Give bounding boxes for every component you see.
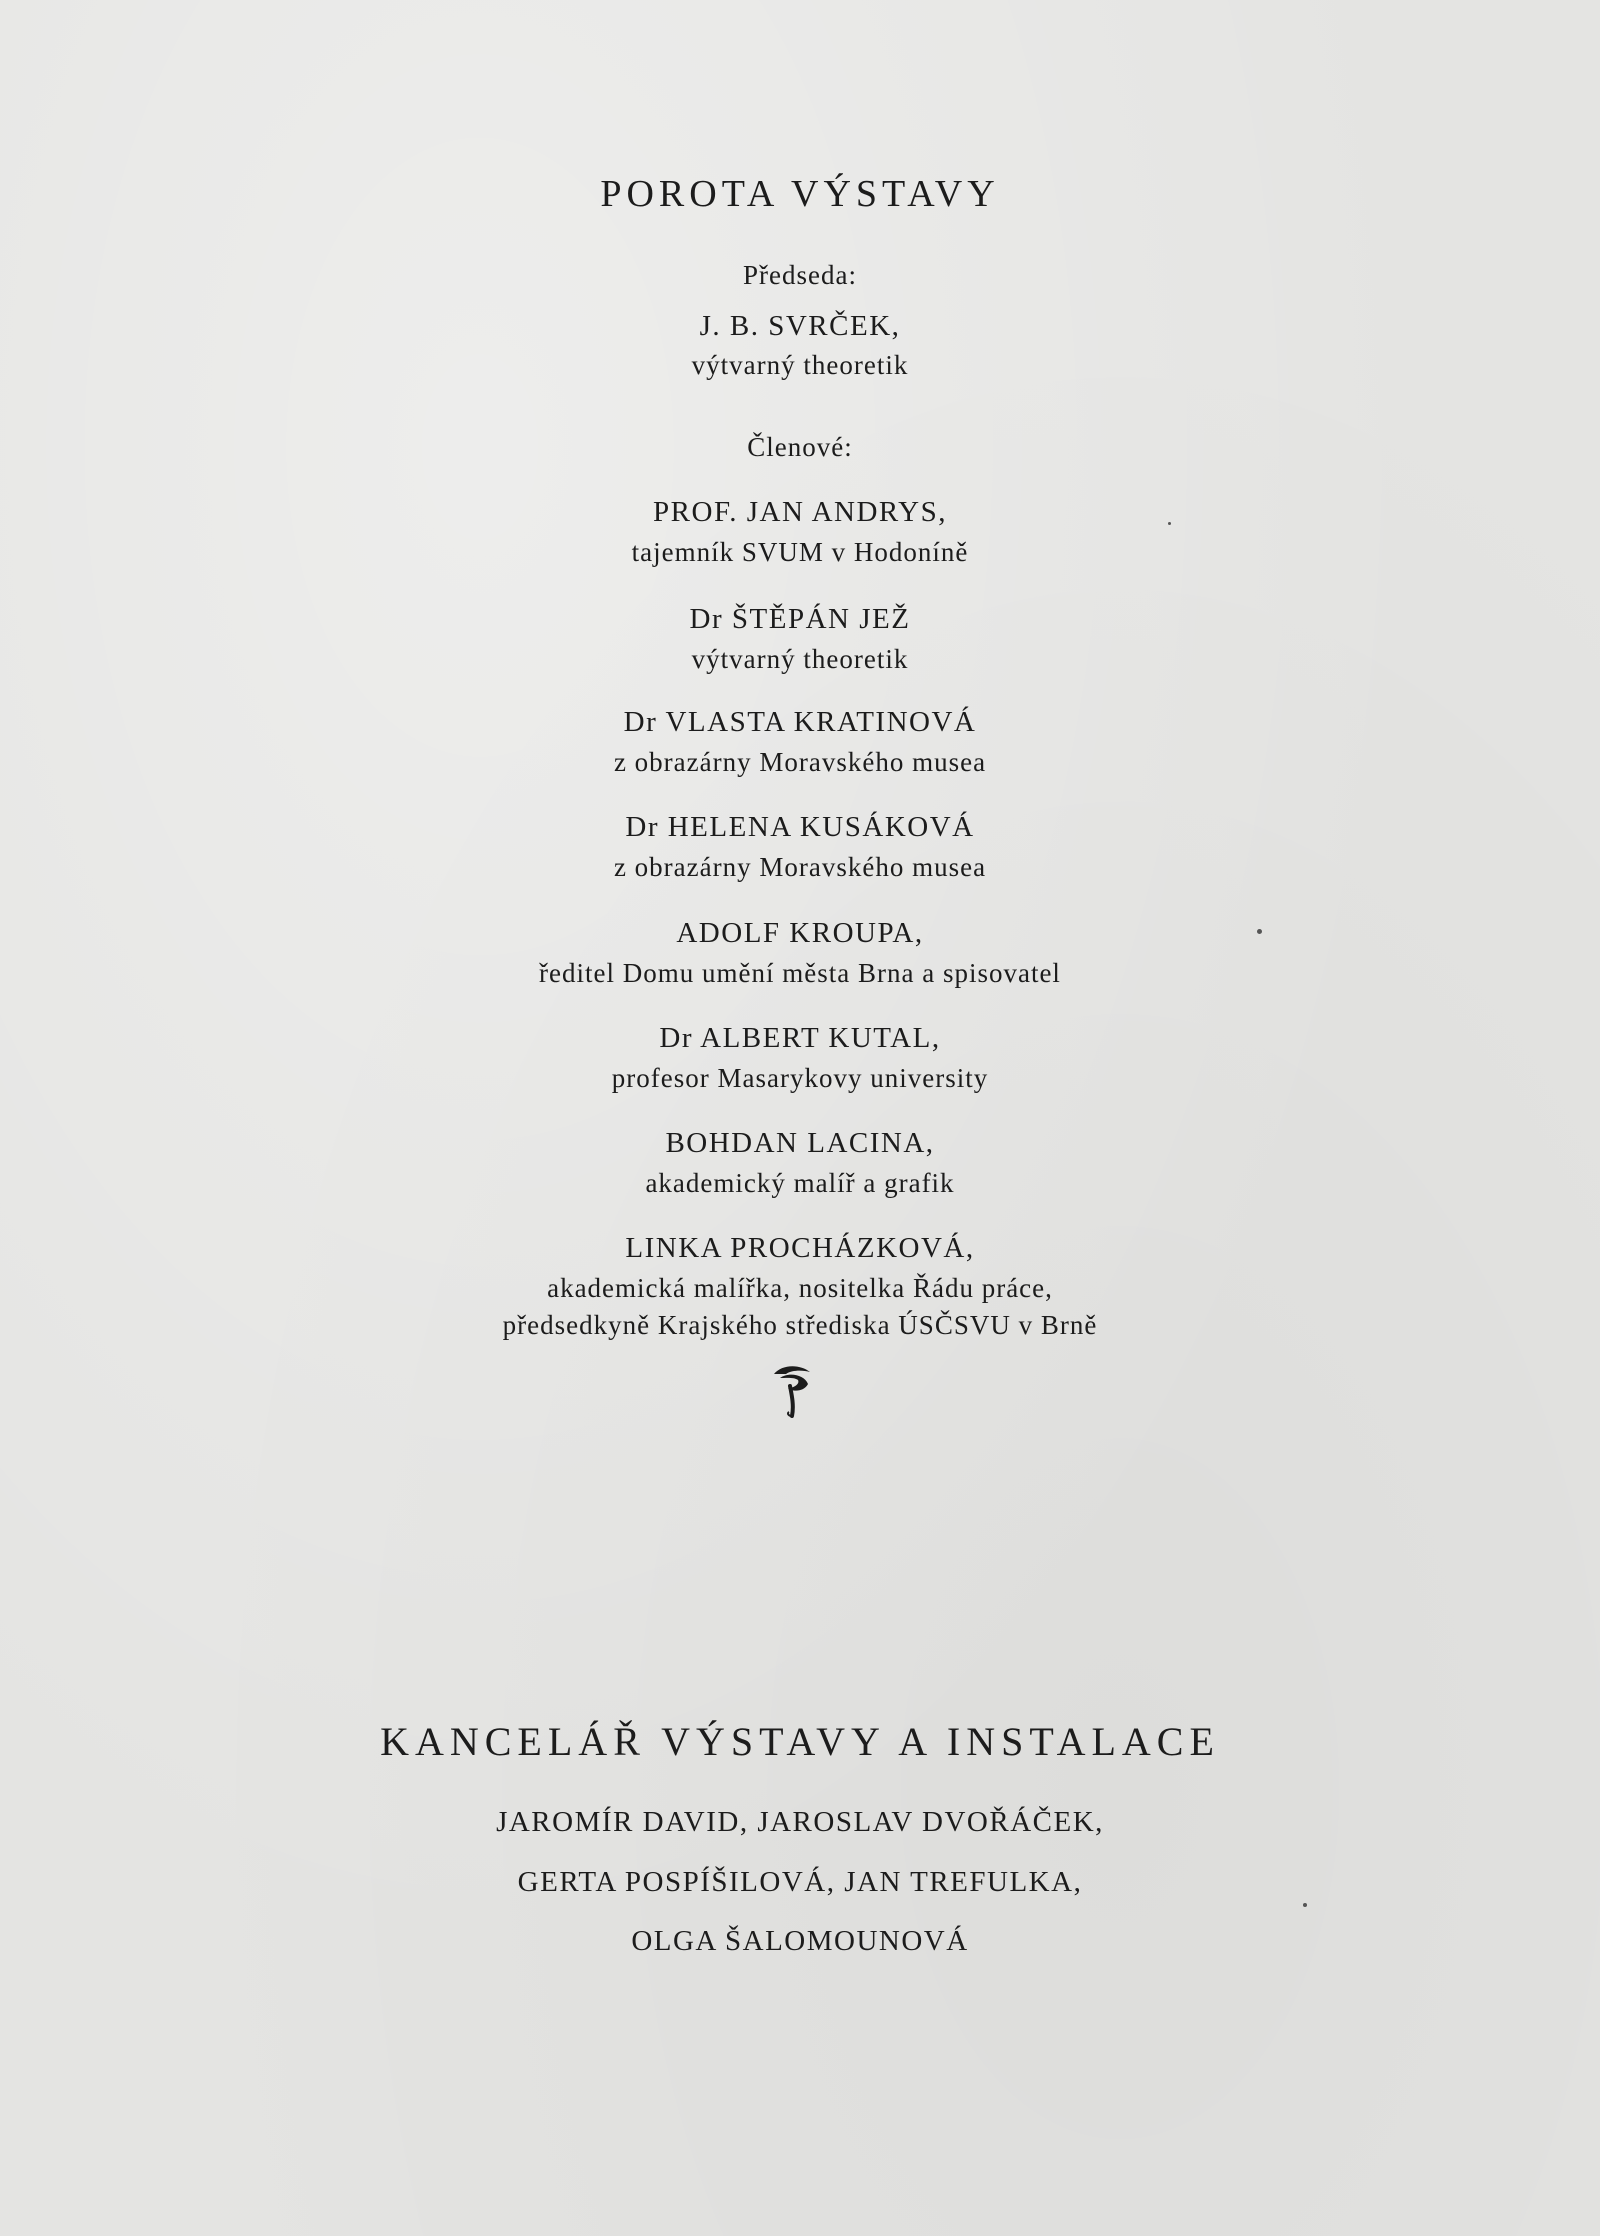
member-role: výtvarný theoretik bbox=[691, 644, 909, 674]
member-name: Dr HELENA KUSÁKOVÁ bbox=[625, 811, 975, 843]
member-role: akademický malíř a grafik bbox=[645, 1168, 955, 1198]
office-line: JAROMÍR DAVID, JAROSLAV DVOŘÁČEK, bbox=[496, 1806, 1104, 1838]
printer-fleuron-icon bbox=[770, 1362, 814, 1418]
jury-title: POROTA VÝSTAVY bbox=[600, 173, 1000, 215]
chair-label: Předseda: bbox=[743, 260, 857, 290]
member-role: tajemník SVUM v Hodoníně bbox=[631, 537, 969, 567]
chair-role: výtvarný theoretik bbox=[691, 350, 909, 380]
member-role: akademická malířka, nositelka Řádu práce, bbox=[547, 1273, 1053, 1303]
office-title: KANCELÁŘ VÝSTAVY A INSTALACE bbox=[380, 1719, 1220, 1764]
member-name: Dr VLASTA KRATINOVÁ bbox=[623, 706, 977, 738]
member-name: PROF. JAN ANDRYS, bbox=[653, 496, 947, 528]
paper-speck bbox=[1303, 1903, 1307, 1907]
member-role: z obrazárny Moravského musea bbox=[613, 747, 987, 777]
member-name: Dr ALBERT KUTAL, bbox=[659, 1022, 941, 1054]
chair-name: J. B. SVRČEK, bbox=[699, 310, 901, 342]
member-role-continued: předsedkyně Krajského střediska ÚSČSVU v Brně bbox=[502, 1310, 1098, 1340]
member-role: profesor Masarykovy university bbox=[611, 1063, 989, 1093]
office-line: GERTA POSPÍŠILOVÁ, JAN TREFULKA, bbox=[517, 1866, 1083, 1898]
member-name: Dr ŠTĚPÁN JEŽ bbox=[689, 603, 911, 635]
members-label: Členové: bbox=[747, 432, 853, 462]
member-name: LINKA PROCHÁZKOVÁ, bbox=[625, 1232, 975, 1264]
office-line: OLGA ŠALOMOUNOVÁ bbox=[631, 1925, 969, 1957]
member-role: ředitel Domu umění města Brna a spisovatel bbox=[539, 958, 1061, 988]
member-name: ADOLF KROUPA, bbox=[676, 917, 924, 949]
member-role: z obrazárny Moravského musea bbox=[613, 852, 987, 882]
member-name: BOHDAN LACINA, bbox=[665, 1127, 935, 1159]
